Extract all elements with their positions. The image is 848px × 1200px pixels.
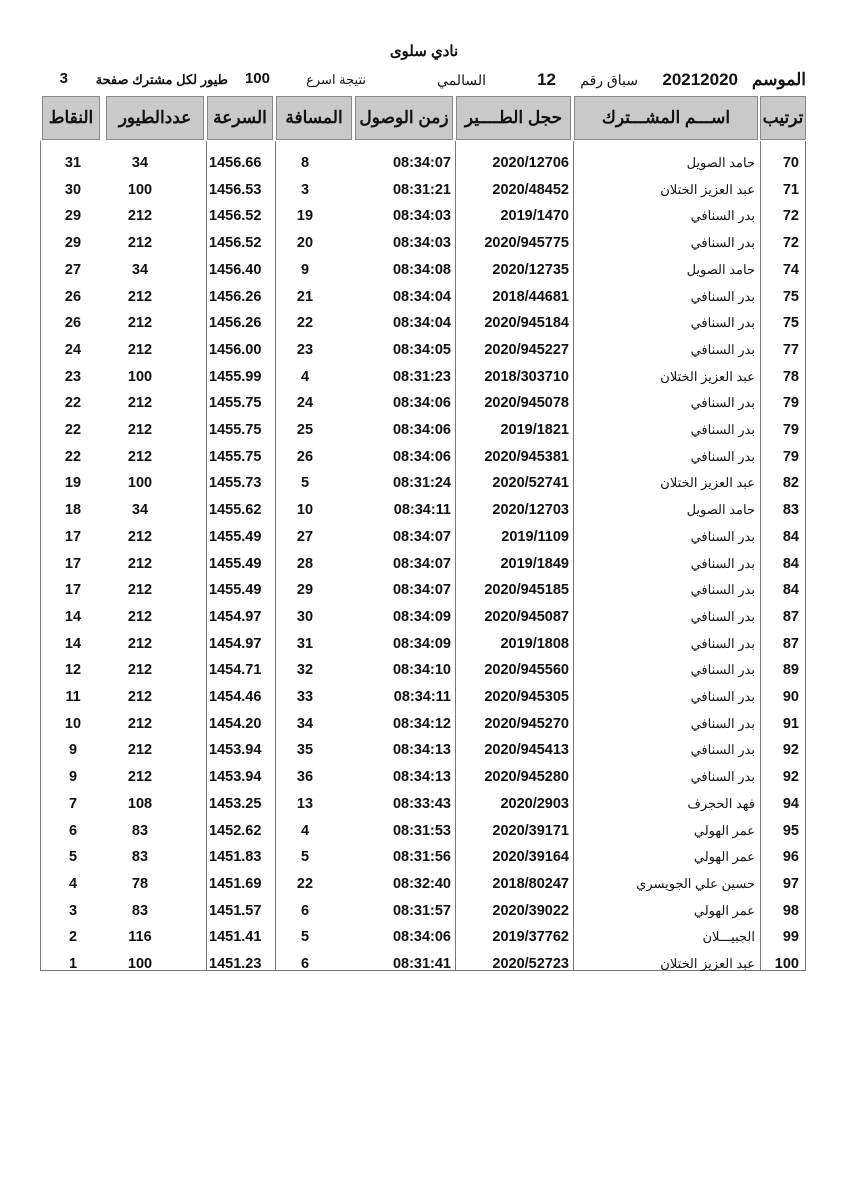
cell-ring: 2020/945270 — [484, 715, 569, 732]
cell-ring: 2020/12706 — [492, 155, 569, 171]
cell-name: بدر السنافي — [690, 555, 755, 571]
table-row — [41, 337, 807, 364]
cell-speed: 1455.75 — [209, 395, 262, 412]
cell-time: 08:34:11 — [393, 689, 451, 705]
table-row — [41, 631, 807, 658]
cell-points: 27 — [64, 261, 82, 278]
cell-speed: 1455.62 — [209, 502, 262, 519]
cell-speed: 1456.26 — [209, 288, 262, 305]
cell-points: 18 — [64, 502, 82, 519]
fastest-count: 100 — [244, 70, 270, 87]
cell-speed: 1454.46 — [209, 689, 262, 705]
cell-rank: 94 — [782, 795, 799, 812]
cell-speed: 1455.49 — [209, 582, 262, 599]
cell-name: بدر السنافي — [690, 528, 755, 544]
cell-rank: 74 — [782, 261, 799, 278]
cell-ring: 2020/945560 — [484, 662, 569, 679]
table-row — [41, 257, 807, 284]
cell-points: 4 — [68, 875, 78, 892]
table-row — [41, 364, 807, 391]
cell-points: 30 — [64, 181, 82, 198]
cell-points: 2 — [68, 929, 78, 946]
cell-birds: 34 — [131, 261, 149, 278]
cell-ring: 2020/945381 — [484, 448, 569, 465]
cell-points: 23 — [64, 368, 82, 385]
header-points: النقاط — [42, 96, 100, 140]
cell-ring: 2019/1470 — [500, 208, 569, 225]
cell-name: عبد العزيز الختلان — [660, 368, 755, 384]
cell-points: 17 — [64, 582, 82, 599]
cell-points: 3 — [68, 902, 78, 919]
cell-distance: 20 — [296, 235, 314, 252]
header-ring: حجل الطــــير — [456, 96, 571, 140]
cell-time: 08:34:03 — [392, 235, 451, 252]
cell-rank: 96 — [782, 849, 799, 866]
table-row — [41, 711, 807, 738]
cell-distance: 21 — [296, 288, 314, 305]
cell-points: 31 — [64, 155, 82, 171]
cell-points: 1 — [68, 956, 78, 972]
cell-ring: 2020/945305 — [484, 689, 569, 705]
cell-name: بدر السنافي — [690, 395, 755, 411]
cell-birds: 100 — [127, 475, 153, 492]
race-number: 12 — [537, 70, 556, 89]
cell-birds: 212 — [127, 715, 153, 732]
cell-name: الجبيـــلان — [702, 929, 755, 945]
cell-points: 26 — [64, 288, 82, 305]
cell-distance: 5 — [300, 929, 310, 946]
cell-rank: 75 — [782, 315, 799, 332]
cell-ring: 2020/52723 — [492, 956, 569, 972]
cell-rank: 72 — [782, 235, 799, 252]
cell-time: 08:34:11 — [393, 502, 451, 519]
table-row — [41, 737, 807, 764]
cell-rank: 84 — [782, 582, 799, 599]
fastest-label: نتيجة اسرع — [306, 72, 366, 87]
table-row — [41, 203, 807, 230]
cell-distance: 8 — [300, 155, 310, 171]
cell-ring: 2020/945185 — [484, 582, 569, 599]
season-value: 20212020 — [662, 70, 738, 89]
cell-ring: 2020/945184 — [484, 315, 569, 332]
cell-speed: 1451.23 — [209, 956, 262, 972]
cell-birds: 212 — [127, 341, 153, 358]
cell-distance: 4 — [300, 822, 310, 839]
cell-ring: 2018/44681 — [492, 288, 569, 305]
cell-name: بدر السنافي — [690, 582, 755, 598]
cell-speed: 1454.97 — [209, 608, 262, 625]
cell-points: 29 — [64, 235, 82, 252]
table-row — [41, 150, 807, 177]
cell-birds: 212 — [127, 662, 153, 679]
cell-rank: 99 — [782, 929, 799, 946]
cell-name: حسين علي الجويسري — [636, 875, 755, 891]
cell-ring: 2020/52741 — [492, 475, 569, 492]
cell-ring: 2020/39022 — [492, 902, 569, 919]
cell-time: 08:34:13 — [392, 742, 451, 759]
cell-ring: 2019/1849 — [500, 555, 569, 572]
cell-name: بدر السنافي — [690, 769, 755, 785]
cell-distance: 9 — [300, 261, 310, 278]
cell-ring: 2018/303710 — [484, 368, 569, 385]
table-row — [41, 577, 807, 604]
per-member-label: طيور لكل مشترك صفحة — [95, 72, 228, 87]
cell-birds: 108 — [127, 795, 153, 812]
cell-ring: 2020/945078 — [484, 395, 569, 412]
cell-distance: 22 — [296, 875, 314, 892]
cell-points: 10 — [64, 715, 82, 732]
cell-speed: 1455.75 — [209, 422, 262, 438]
cell-time: 08:34:05 — [392, 341, 451, 358]
cell-distance: 32 — [296, 662, 314, 679]
cell-birds: 212 — [127, 635, 153, 652]
cell-name: بدر السنافي — [690, 662, 755, 678]
cell-distance: 6 — [300, 956, 310, 972]
cell-rank: 72 — [782, 208, 799, 225]
header-birds: عددالطيور — [106, 96, 204, 140]
cell-distance: 35 — [296, 742, 314, 759]
table-row — [41, 230, 807, 257]
cell-speed: 1456.52 — [209, 235, 262, 252]
cell-points: 9 — [68, 769, 78, 786]
cell-ring: 2020/12735 — [492, 261, 569, 278]
cell-points: 11 — [65, 689, 81, 705]
cell-name: حامد الصويل — [686, 261, 755, 277]
cell-distance: 26 — [296, 448, 314, 465]
cell-birds: 34 — [131, 502, 149, 519]
table-row — [41, 551, 807, 578]
cell-rank: 91 — [782, 715, 799, 732]
cell-rank: 92 — [782, 769, 799, 786]
cell-distance: 19 — [296, 208, 314, 225]
page-number: 3 — [59, 70, 68, 87]
cell-ring: 2020/945227 — [484, 341, 569, 358]
race-label: سباق رقم — [580, 72, 638, 88]
cell-speed: 1455.49 — [209, 555, 262, 572]
cell-time: 08:34:07 — [392, 582, 451, 599]
cell-points: 17 — [64, 555, 82, 572]
cell-speed: 1454.20 — [209, 715, 262, 732]
cell-speed: 1454.71 — [209, 662, 262, 679]
cell-distance: 28 — [296, 555, 314, 572]
cell-distance: 10 — [296, 502, 314, 519]
cell-name: عمر الهولي — [693, 849, 755, 865]
cell-ring: 2020/39171 — [492, 822, 569, 839]
cell-time: 08:34:10 — [392, 662, 451, 679]
cell-time: 08:31:24 — [392, 475, 451, 492]
cell-rank: 82 — [782, 475, 799, 492]
cell-birds: 212 — [127, 422, 153, 438]
header-distance: المسافة — [276, 96, 352, 140]
cell-distance: 6 — [300, 902, 310, 919]
cell-rank: 71 — [782, 181, 799, 198]
cell-time: 08:34:09 — [392, 608, 451, 625]
season-label: الموسم — [751, 70, 806, 89]
cell-points: 22 — [64, 422, 82, 438]
cell-rank: 89 — [782, 662, 799, 679]
cell-birds: 212 — [127, 608, 153, 625]
cell-speed: 1456.26 — [209, 315, 262, 332]
cell-name: عبد العزيز الختلان — [660, 475, 755, 491]
cell-birds: 100 — [127, 956, 153, 972]
cell-birds: 100 — [127, 181, 153, 198]
cell-name: بدر السنافي — [690, 341, 755, 357]
cell-rank: 79 — [782, 448, 799, 465]
table-row — [41, 604, 807, 631]
table-row — [41, 818, 807, 845]
cell-distance: 5 — [300, 849, 310, 866]
cell-speed: 1455.75 — [209, 448, 262, 465]
cell-name: عبد العزيز الختلان — [660, 181, 755, 197]
cell-points: 17 — [64, 528, 82, 545]
cell-birds: 83 — [131, 822, 149, 839]
cell-speed: 1456.66 — [209, 155, 262, 171]
cell-ring: 2020/2903 — [500, 795, 569, 812]
cell-points: 14 — [64, 635, 82, 652]
cell-birds: 100 — [127, 368, 153, 385]
table-row — [41, 898, 807, 925]
cell-speed: 1452.62 — [209, 822, 262, 839]
cell-ring: 2020/39164 — [492, 849, 569, 866]
cell-speed: 1455.99 — [209, 368, 262, 385]
cell-rank: 75 — [782, 288, 799, 305]
table-row — [41, 871, 807, 898]
header-rank: ترتيب — [760, 96, 806, 140]
cell-rank: 78 — [782, 368, 799, 385]
table-row — [41, 390, 807, 417]
cell-birds: 78 — [131, 875, 149, 892]
cell-points: 19 — [64, 475, 82, 492]
cell-points: 12 — [64, 662, 82, 679]
cell-time: 08:34:04 — [392, 288, 451, 305]
cell-rank: 92 — [782, 742, 799, 759]
cell-time: 08:34:07 — [392, 555, 451, 572]
cell-distance: 22 — [296, 315, 314, 332]
cell-points: 29 — [64, 208, 82, 225]
cell-speed: 1456.53 — [209, 181, 262, 198]
cell-points: 9 — [68, 742, 78, 759]
cell-ring: 2019/1109 — [501, 528, 569, 545]
cell-birds: 212 — [127, 528, 153, 545]
cell-time: 08:31:21 — [392, 181, 451, 198]
cell-birds: 212 — [127, 689, 153, 705]
cell-rank: 87 — [782, 608, 799, 625]
cell-distance: 33 — [296, 689, 314, 705]
cell-rank: 77 — [782, 341, 799, 358]
cell-time: 08:31:56 — [392, 849, 451, 866]
cell-distance: 27 — [296, 528, 314, 545]
cell-time: 08:31:53 — [392, 822, 451, 839]
cell-ring: 2019/1821 — [500, 422, 569, 438]
cell-time: 08:34:13 — [392, 769, 451, 786]
cell-birds: 212 — [127, 742, 153, 759]
cell-name: بدر السنافي — [690, 208, 755, 224]
cell-time: 08:34:08 — [392, 261, 451, 278]
cell-time: 08:34:04 — [392, 315, 451, 332]
cell-time: 08:34:07 — [392, 528, 451, 545]
table-row — [41, 470, 807, 497]
cell-speed: 1456.00 — [209, 341, 262, 358]
cell-speed: 1451.57 — [209, 902, 262, 919]
cell-birds: 212 — [127, 769, 153, 786]
cell-ring: 2020/945280 — [484, 769, 569, 786]
cell-points: 26 — [64, 315, 82, 332]
table-row — [41, 657, 807, 684]
cell-points: 6 — [68, 822, 78, 839]
cell-name: بدر السنافي — [690, 715, 755, 731]
cell-birds: 34 — [131, 155, 149, 171]
cell-time: 08:31:23 — [392, 368, 451, 385]
cell-name: بدر السنافي — [690, 689, 755, 704]
cell-speed: 1451.69 — [209, 875, 262, 892]
cell-points: 22 — [64, 395, 82, 412]
table-row — [41, 791, 807, 818]
cell-distance: 25 — [296, 422, 314, 438]
cell-rank: 79 — [782, 422, 799, 438]
cell-rank: 70 — [782, 155, 799, 171]
cell-rank: 79 — [782, 395, 799, 412]
cell-rank: 100 — [774, 956, 799, 972]
cell-rank: 97 — [782, 875, 799, 892]
cell-time: 08:32:40 — [392, 875, 451, 892]
cell-distance: 5 — [300, 475, 310, 492]
cell-rank: 95 — [782, 822, 799, 839]
cell-birds: 212 — [127, 555, 153, 572]
cell-speed: 1451.41 — [209, 929, 262, 946]
cell-ring: 2019/37762 — [492, 929, 569, 946]
cell-name: بدر السنافي — [690, 608, 755, 624]
cell-distance: 24 — [296, 395, 314, 412]
cell-birds: 212 — [127, 208, 153, 225]
location: السالمي — [437, 72, 486, 88]
cell-birds: 212 — [127, 395, 153, 412]
cell-speed: 1451.83 — [209, 849, 262, 866]
cell-points: 14 — [64, 608, 82, 625]
table-row — [41, 177, 807, 204]
cell-speed: 1453.25 — [209, 795, 262, 812]
cell-points: 5 — [68, 849, 78, 866]
cell-distance: 36 — [296, 769, 314, 786]
cell-rank: 98 — [782, 902, 799, 919]
cell-name: عمر الهولي — [693, 902, 755, 918]
cell-birds: 116 — [128, 929, 152, 946]
cell-name: بدر السنافي — [690, 422, 755, 437]
cell-speed: 1455.73 — [209, 475, 262, 492]
cell-name: عبد العزيز الختلان — [660, 956, 755, 971]
cell-ring: 2019/1808 — [500, 635, 569, 652]
cell-birds: 83 — [131, 849, 149, 866]
cell-distance: 23 — [296, 341, 314, 358]
cell-distance: 3 — [300, 181, 310, 198]
cell-name: فهد الحجرف — [687, 795, 755, 811]
cell-time: 08:33:43 — [392, 795, 451, 812]
cell-distance: 13 — [296, 795, 314, 812]
cell-birds: 212 — [127, 235, 153, 252]
cell-name: حامد الصويل — [686, 155, 755, 170]
results-table — [40, 141, 806, 971]
table-row — [41, 684, 807, 711]
table-row — [41, 417, 807, 444]
cell-speed: 1453.94 — [209, 742, 262, 759]
cell-points: 22 — [64, 448, 82, 465]
cell-ring: 2020/48452 — [492, 181, 569, 198]
cell-distance: 31 — [296, 635, 314, 652]
cell-points: 24 — [64, 341, 82, 358]
cell-birds: 212 — [127, 448, 153, 465]
cell-speed: 1455.49 — [209, 528, 262, 545]
cell-time: 08:34:06 — [392, 929, 451, 946]
cell-rank: 84 — [782, 528, 799, 545]
cell-distance: 4 — [300, 368, 310, 385]
cell-ring: 2020/12703 — [492, 502, 569, 519]
cell-name: بدر السنافي — [690, 448, 755, 464]
club-title: نادي سلوى — [389, 43, 459, 60]
cell-time: 08:31:41 — [392, 956, 451, 972]
cell-points: 7 — [68, 795, 78, 812]
cell-ring: 2020/945413 — [484, 742, 569, 759]
table-row — [41, 924, 807, 951]
cell-rank: 87 — [782, 635, 799, 652]
cell-time: 08:34:07 — [392, 155, 451, 171]
cell-time: 08:34:06 — [392, 422, 451, 438]
cell-ring: 2020/945775 — [484, 235, 569, 252]
cell-name: بدر السنافي — [690, 635, 755, 651]
cell-name: حامد الصويل — [686, 502, 755, 518]
cell-distance: 34 — [296, 715, 314, 732]
table-row — [41, 951, 807, 978]
table-row — [41, 524, 807, 551]
cell-rank: 83 — [782, 502, 799, 519]
table-row — [41, 444, 807, 471]
cell-speed: 1456.52 — [209, 208, 262, 225]
table-row — [41, 284, 807, 311]
cell-name: عمر الهولي — [693, 822, 755, 838]
cell-birds: 212 — [127, 288, 153, 305]
header-name: اســـم المشـــترك — [574, 96, 758, 140]
cell-birds: 212 — [127, 315, 153, 332]
cell-ring: 2018/80247 — [492, 875, 569, 892]
cell-speed: 1453.94 — [209, 769, 262, 786]
cell-time: 08:31:57 — [392, 902, 451, 919]
cell-distance: 29 — [296, 582, 314, 599]
cell-rank: 84 — [782, 555, 799, 572]
cell-speed: 1454.97 — [209, 635, 262, 652]
cell-name: بدر السنافي — [690, 288, 755, 304]
cell-distance: 30 — [296, 608, 314, 625]
cell-name: بدر السنافي — [690, 235, 755, 251]
cell-speed: 1456.40 — [209, 261, 262, 278]
cell-time: 08:34:12 — [392, 715, 451, 732]
cell-birds: 83 — [131, 902, 149, 919]
cell-rank: 90 — [782, 689, 799, 705]
header-time: زمن الوصول — [355, 96, 453, 140]
cell-ring: 2020/945087 — [484, 608, 569, 625]
cell-name: بدر السنافي — [690, 315, 755, 331]
cell-time: 08:34:06 — [392, 395, 451, 412]
table-row — [41, 764, 807, 791]
table-row — [41, 310, 807, 337]
header-speed: السرعة — [207, 96, 273, 140]
cell-birds: 212 — [127, 582, 153, 599]
cell-time: 08:34:03 — [392, 208, 451, 225]
table-row — [41, 844, 807, 871]
cell-time: 08:34:06 — [392, 448, 451, 465]
table-row — [41, 497, 807, 524]
cell-time: 08:34:09 — [392, 635, 451, 652]
cell-name: بدر السنافي — [690, 742, 755, 758]
